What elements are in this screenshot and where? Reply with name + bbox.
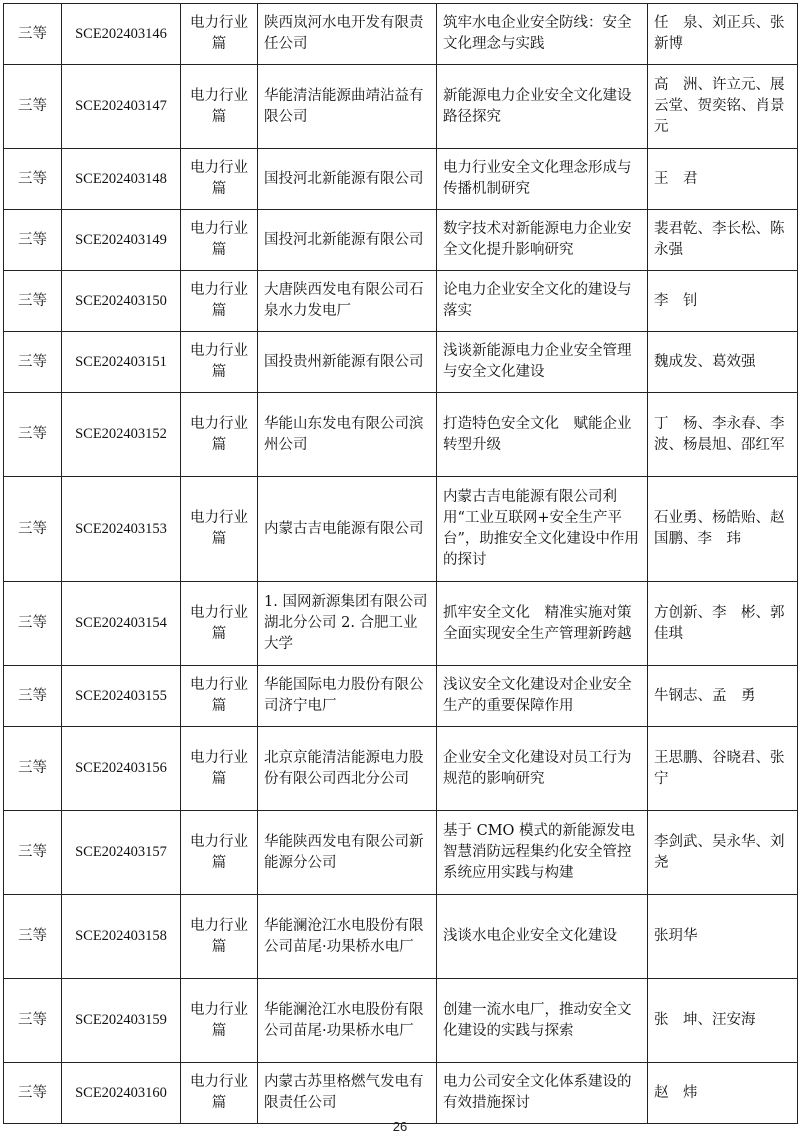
organization-cell: 华能国际电力股份有限公司济宁电厂 (258, 666, 437, 727)
table-row (4, 4, 798, 65)
paper-title-cell: 打造特色安全文化 赋能企业转型升级 (437, 393, 648, 477)
organization-cell: 国投河北新能源有限公司 (258, 149, 437, 210)
entry-code-cell: SCE202403154 (62, 582, 181, 666)
authors-cell: 王 君 (648, 149, 798, 210)
award-level-cell: 三等 (4, 149, 62, 210)
category-cell: 电力行业篇 (181, 666, 258, 727)
page-number: 26 (392, 1119, 408, 1134)
table-row (4, 666, 798, 727)
paper-title-cell: 浅谈水电企业安全文化建设 (437, 895, 648, 979)
authors-cell: 丁 杨、李永春、李 波、杨晨旭、邵红军 (648, 393, 798, 477)
award-level-cell: 三等 (4, 666, 62, 727)
category-cell: 电力行业篇 (181, 65, 258, 149)
organization-cell: 华能澜沧江水电股份有限公司苗尾·功果桥水电厂 (258, 895, 437, 979)
authors-cell: 高 洲、许立元、展云堂、贺奕铭、肖景元 (648, 65, 798, 149)
paper-title-cell: 电力行业安全文化理念形成与传播机制研究 (437, 149, 648, 210)
paper-title-cell: 基于 CMO 模式的新能源发电智慧消防远程集约化安全管控系统应用实践与构建 (437, 811, 648, 895)
award-level-cell: 三等 (4, 727, 62, 811)
category-cell: 电力行业篇 (181, 149, 258, 210)
award-level-cell: 三等 (4, 979, 62, 1063)
authors-cell: 张 坤、汪安海 (648, 979, 798, 1063)
authors-cell: 张玥华 (648, 895, 798, 979)
category-cell: 电力行业篇 (181, 979, 258, 1063)
entry-code-cell: SCE202403157 (62, 811, 181, 895)
organization-cell: 大唐陕西发电有限公司石泉水力发电厂 (258, 271, 437, 332)
authors-cell: 李 钊 (648, 271, 798, 332)
entry-code-cell: SCE202403151 (62, 332, 181, 393)
award-level-cell: 三等 (4, 1063, 62, 1124)
paper-title-cell: 抓牢安全文化 精准实施对策 全面实现安全生产管理新跨越 (437, 582, 648, 666)
entry-code-cell: SCE202403155 (62, 666, 181, 727)
award-level-cell: 三等 (4, 582, 62, 666)
authors-cell: 任 泉、刘正兵、张新博 (648, 4, 798, 65)
paper-title-cell: 内蒙古吉电能源有限公司利用“工业互联网+安全生产平台”，助推安全文化建设中作用的探讨 (437, 477, 648, 582)
authors-cell: 王思鹏、谷晓君、张 宁 (648, 727, 798, 811)
entry-code-cell: SCE202403146 (62, 4, 181, 65)
entry-code-cell: SCE202403152 (62, 393, 181, 477)
award-level-cell: 三等 (4, 210, 62, 271)
table-row (4, 895, 798, 979)
organization-cell: 华能澜沧江水电股份有限公司苗尾·功果桥水电厂 (258, 979, 437, 1063)
authors-cell: 裴君乾、李长松、陈永强 (648, 210, 798, 271)
table-row (4, 393, 798, 477)
paper-title-cell: 新能源电力企业安全文化建设路径探究 (437, 65, 648, 149)
category-cell: 电力行业篇 (181, 4, 258, 65)
table-row (4, 332, 798, 393)
award-level-cell: 三等 (4, 332, 62, 393)
award-level-cell: 三等 (4, 895, 62, 979)
award-level-cell: 三等 (4, 393, 62, 477)
entry-code-cell: SCE202403158 (62, 895, 181, 979)
table-row (4, 811, 798, 895)
category-cell: 电力行业篇 (181, 582, 258, 666)
authors-cell: 赵 炜 (648, 1063, 798, 1124)
organization-cell: 华能山东发电有限公司滨州公司 (258, 393, 437, 477)
table-row (4, 979, 798, 1063)
organization-cell: 内蒙古吉电能源有限公司 (258, 477, 437, 582)
table-row (4, 477, 798, 582)
award-level-cell: 三等 (4, 811, 62, 895)
entry-code-cell: SCE202403148 (62, 149, 181, 210)
table-row (4, 271, 798, 332)
category-cell: 电力行业篇 (181, 895, 258, 979)
authors-cell: 魏成发、葛效强 (648, 332, 798, 393)
organization-cell: 北京京能清洁能源电力股份有限公司西北分公司 (258, 727, 437, 811)
entry-code-cell: SCE202403160 (62, 1063, 181, 1124)
organization-cell: 华能陕西发电有限公司新能源分公司 (258, 811, 437, 895)
organization-cell: 陕西岚河水电开发有限责任公司 (258, 4, 437, 65)
organization-cell: 内蒙古苏里格燃气发电有限责任公司 (258, 1063, 437, 1124)
entry-code-cell: SCE202403150 (62, 271, 181, 332)
paper-title-cell: 数字技术对新能源电力企业安全文化提升影响研究 (437, 210, 648, 271)
organization-cell: 华能清洁能源曲靖沾益有限公司 (258, 65, 437, 149)
table-row (4, 149, 798, 210)
authors-cell: 牛钢志、孟 勇 (648, 666, 798, 727)
table-row (4, 1063, 798, 1124)
category-cell: 电力行业篇 (181, 1063, 258, 1124)
category-cell: 电力行业篇 (181, 332, 258, 393)
award-level-cell: 三等 (4, 271, 62, 332)
entry-code-cell: SCE202403156 (62, 727, 181, 811)
award-level-cell: 三等 (4, 477, 62, 582)
entry-code-cell: SCE202403147 (62, 65, 181, 149)
paper-title-cell: 创建一流水电厂，推动安全文化建设的实践与探索 (437, 979, 648, 1063)
paper-title-cell: 论电力企业安全文化的建设与落实 (437, 271, 648, 332)
category-cell: 电力行业篇 (181, 811, 258, 895)
organization-cell: 1. 国网新源集团有限公司湖北分公司 2. 合肥工业大学 (258, 582, 437, 666)
award-level-cell: 三等 (4, 65, 62, 149)
category-cell: 电力行业篇 (181, 393, 258, 477)
category-cell: 电力行业篇 (181, 210, 258, 271)
authors-cell: 方创新、李 彬、郭佳琪 (648, 582, 798, 666)
category-cell: 电力行业篇 (181, 271, 258, 332)
awards-table-body (4, 4, 798, 1124)
paper-title-cell: 浅谈新能源电力企业安全管理与安全文化建设 (437, 332, 648, 393)
authors-cell: 石业勇、杨皓贻、赵国鹏、李 玮 (648, 477, 798, 582)
table-row (4, 727, 798, 811)
awards-table (3, 3, 798, 1124)
award-level-cell: 三等 (4, 4, 62, 65)
category-cell: 电力行业篇 (181, 727, 258, 811)
table-row (4, 582, 798, 666)
entry-code-cell: SCE202403153 (62, 477, 181, 582)
entry-code-cell: SCE202403149 (62, 210, 181, 271)
table-row (4, 65, 798, 149)
table-row (4, 210, 798, 271)
paper-title-cell: 电力公司安全文化体系建设的有效措施探讨 (437, 1063, 648, 1124)
category-cell: 电力行业篇 (181, 477, 258, 582)
authors-cell: 李剑武、吴永华、刘 尧 (648, 811, 798, 895)
paper-title-cell: 浅议安全文化建设对企业安全生产的重要保障作用 (437, 666, 648, 727)
paper-title-cell: 筑牢水电企业安全防线：安全文化理念与实践 (437, 4, 648, 65)
organization-cell: 国投贵州新能源有限公司 (258, 332, 437, 393)
entry-code-cell: SCE202403159 (62, 979, 181, 1063)
paper-title-cell: 企业安全文化建设对员工行为规范的影响研究 (437, 727, 648, 811)
organization-cell: 国投河北新能源有限公司 (258, 210, 437, 271)
